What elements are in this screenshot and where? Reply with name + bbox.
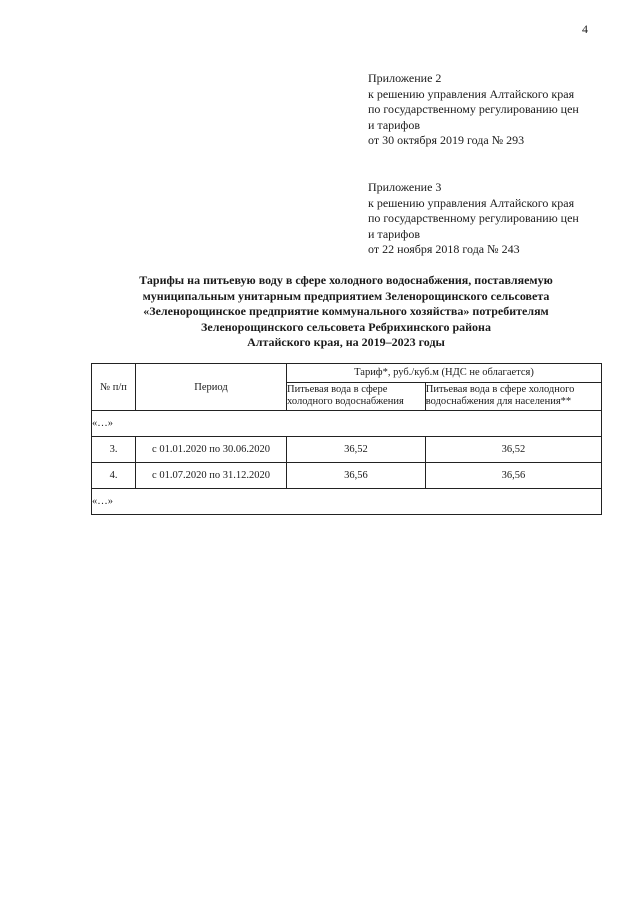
page-number: 4 (582, 22, 588, 36)
appendix-3-line: к решению управления Алтайского края (368, 195, 575, 210)
document-title (90, 273, 602, 351)
header-population-line2: водоснабжения для населения** (425, 396, 572, 408)
header-period: Период (136, 364, 287, 411)
title-line: муниципальным унитарным предприятием Зеленорощинского сельсовета (142, 288, 550, 303)
appendix-3-header (368, 180, 618, 258)
row-number: 3. (92, 437, 136, 463)
title-line: «Зеленорощинское предприятие коммунального хозяйства» потребителям (143, 304, 549, 318)
row-tariff-population: 36,56 (425, 463, 601, 489)
title-line: Алтайского края, на 2019–2023 годы (247, 335, 445, 349)
title-line: Зеленорощинского сельсовета Ребрихинского района (201, 319, 491, 334)
table-row (92, 463, 602, 489)
appendix-2-header (368, 71, 618, 149)
ellipsis-top: «…» (92, 411, 602, 437)
tariff-table (91, 363, 602, 515)
appendix-3-line: и тарифов (368, 226, 421, 241)
appendix-2-line: и тарифов (368, 117, 421, 132)
row-period: с 01.07.2020 по 31.12.2020 (136, 463, 287, 489)
row-tariff-drinking: 36,56 (287, 463, 426, 489)
appendix-2-line: по государственному регулированию цен (368, 102, 579, 116)
table-row-ellipsis (92, 489, 602, 515)
header-drinking-water-line1: Питьевая вода в сфере (287, 384, 388, 396)
header-drinking-water-line2: холодного водоснабжения (287, 396, 404, 408)
appendix-3-line: от 22 ноября 2018 года № 243 (368, 242, 520, 256)
row-tariff-drinking: 36,52 (287, 437, 426, 463)
header-tariff: Тариф*, руб./куб.м (НДС не облагается) (287, 364, 602, 383)
appendix-2-line: Приложение 2 (368, 71, 442, 85)
table-row-ellipsis (92, 411, 602, 437)
row-number: 4. (92, 463, 136, 489)
appendix-2-line: к решению управления Алтайского края (368, 86, 575, 101)
table-row (92, 437, 602, 463)
table-header-row (92, 364, 602, 383)
title-line: Тарифы на питьевую воду в сфере холодного водоснабжения, поставляемую (139, 273, 553, 287)
row-period: с 01.01.2020 по 30.06.2020 (136, 437, 287, 463)
header-number: № п/п (92, 364, 136, 411)
appendix-3-line: Приложение 3 (368, 180, 442, 194)
appendix-3-line: по государственному регулированию цен (368, 211, 579, 225)
row-tariff-population: 36,52 (425, 437, 601, 463)
header-population-line1: Питьевая вода в сфере холодного (425, 384, 575, 396)
header-drinking-water (287, 382, 426, 410)
ellipsis-bottom: «…» (92, 489, 602, 515)
header-drinking-water-population (425, 382, 601, 410)
appendix-2-line: от 30 октября 2019 года № 293 (368, 133, 525, 147)
